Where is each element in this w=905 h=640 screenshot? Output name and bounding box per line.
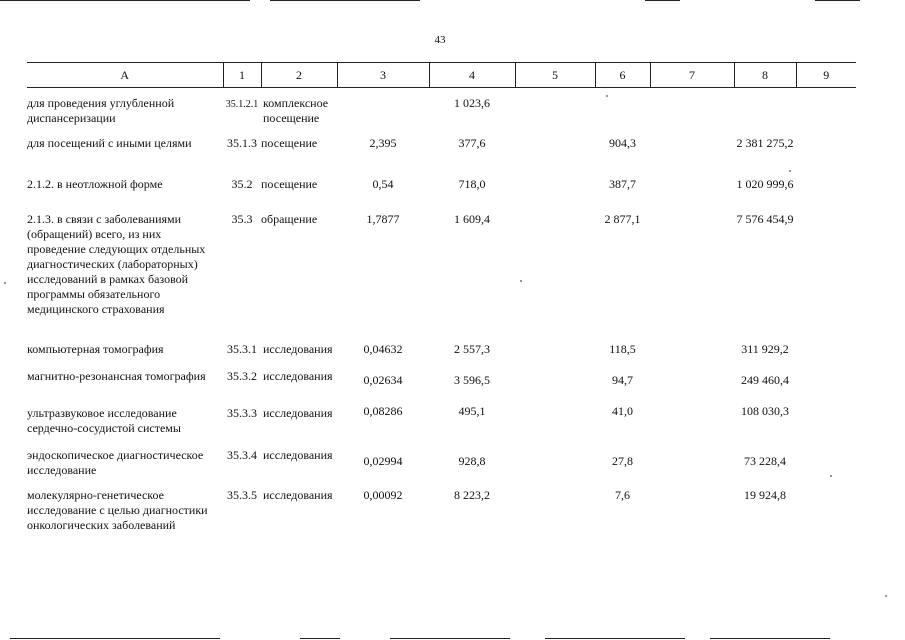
row-code: 35.3.2 bbox=[227, 368, 257, 383]
row-name: молекулярно-генетическое исследование с целью диагностики онкологических заболеваний bbox=[27, 487, 208, 532]
row-name: магнитно-резонансная томография bbox=[27, 368, 206, 383]
row-col5 bbox=[515, 365, 595, 404]
row-code: 35.1.3 bbox=[227, 135, 257, 150]
col-header-5: 5 bbox=[515, 63, 595, 88]
row-unit: исследования bbox=[263, 487, 333, 502]
row-col9 bbox=[796, 365, 856, 404]
table-row bbox=[27, 486, 856, 556]
row-col9 bbox=[796, 486, 856, 556]
row-col8: 19 924,8 bbox=[744, 487, 786, 502]
scan-edge-line bbox=[545, 638, 685, 639]
table-row bbox=[27, 205, 856, 338]
scan-edge-line bbox=[300, 638, 340, 639]
row-col3: 1,7877 bbox=[366, 211, 400, 226]
row-col6: 27,8 bbox=[612, 453, 633, 468]
row-col9 bbox=[796, 88, 856, 130]
row-col9 bbox=[796, 205, 856, 338]
row-col3: 2,395 bbox=[369, 135, 397, 150]
row-col6 bbox=[595, 88, 650, 130]
col-header-2: 2 bbox=[261, 63, 337, 88]
row-col3: 0,02994 bbox=[363, 453, 403, 468]
row-unit: обращение bbox=[261, 211, 318, 226]
row-unit: посещение bbox=[261, 176, 318, 191]
row-col4: 928,8 bbox=[458, 453, 486, 468]
row-col4: 8 223,2 bbox=[454, 487, 490, 502]
table-row bbox=[27, 88, 856, 130]
row-col6: 118,5 bbox=[609, 341, 636, 356]
row-col8: 2 381 275,2 bbox=[736, 135, 794, 150]
row-col9 bbox=[796, 404, 856, 446]
col-header-1: 1 bbox=[223, 63, 261, 88]
row-unit: исследования bbox=[263, 405, 333, 420]
scan-edge-line bbox=[270, 0, 420, 1]
row-code: 35.2 bbox=[231, 176, 253, 191]
scan-edge-line bbox=[390, 638, 510, 639]
row-col6: 387,7 bbox=[609, 176, 636, 191]
row-col7 bbox=[650, 365, 734, 404]
row-unit: посещение bbox=[261, 135, 318, 150]
row-code: 35.3.4 bbox=[227, 447, 257, 462]
row-col6: 904,3 bbox=[609, 135, 636, 150]
col-header-8: 8 bbox=[734, 63, 796, 88]
row-col5 bbox=[515, 404, 595, 446]
row-col7 bbox=[650, 88, 734, 130]
row-code: 35.3.5 bbox=[227, 487, 257, 502]
table-row bbox=[27, 338, 856, 365]
row-col6: 41,0 bbox=[612, 403, 633, 418]
row-name: для проведения углубленной диспансеризации bbox=[27, 96, 175, 125]
row-col4: 1 023,6 bbox=[454, 96, 490, 110]
row-unit: исследования bbox=[263, 447, 333, 462]
row-col7 bbox=[650, 486, 734, 556]
row-col9 bbox=[796, 171, 856, 205]
data-table bbox=[27, 62, 856, 556]
col-header-9: 9 bbox=[796, 63, 856, 88]
col-header-a: А bbox=[27, 63, 223, 88]
table-row bbox=[27, 365, 856, 404]
row-col6: 94,7 bbox=[612, 372, 633, 387]
row-col8: 311 929,2 bbox=[741, 341, 789, 356]
row-col5 bbox=[515, 205, 595, 338]
row-col5 bbox=[515, 130, 595, 171]
row-col8: 73 228,4 bbox=[744, 453, 786, 468]
row-col7 bbox=[650, 338, 734, 365]
row-name: для посещений с иными целями bbox=[27, 135, 192, 150]
row-unit: исследования bbox=[263, 341, 333, 356]
row-col3: 0,02634 bbox=[363, 372, 403, 387]
row-col7 bbox=[650, 205, 734, 338]
row-col3: 0,00092 bbox=[363, 487, 403, 502]
row-name: компьютерная томография bbox=[27, 341, 164, 356]
row-unit: исследования bbox=[263, 368, 333, 383]
row-col5 bbox=[515, 338, 595, 365]
table-row bbox=[27, 404, 856, 446]
scan-edge-line bbox=[645, 0, 680, 1]
scan-edge-line bbox=[0, 0, 250, 1]
table-row bbox=[27, 446, 856, 486]
row-col4: 718,0 bbox=[458, 176, 486, 191]
scan-edge-line bbox=[10, 638, 220, 639]
row-col7 bbox=[650, 404, 734, 446]
table-row bbox=[27, 171, 856, 205]
row-col4: 2 557,3 bbox=[454, 341, 490, 356]
row-col4: 3 596,5 bbox=[454, 372, 490, 387]
row-col6: 7,6 bbox=[615, 487, 630, 502]
row-col5 bbox=[515, 446, 595, 486]
scan-speck bbox=[885, 595, 887, 597]
row-col4: 377,6 bbox=[458, 135, 486, 150]
row-col5 bbox=[515, 486, 595, 556]
row-col9 bbox=[796, 338, 856, 365]
row-col9 bbox=[796, 446, 856, 486]
scan-speck bbox=[4, 282, 6, 284]
row-col8: 249 460,4 bbox=[741, 372, 789, 387]
scan-edge-line bbox=[815, 0, 860, 1]
col-header-6: 6 bbox=[595, 63, 650, 88]
row-col8: 7 576 454,9 bbox=[736, 211, 794, 226]
row-col9 bbox=[796, 130, 856, 171]
row-col3: 0,54 bbox=[372, 176, 394, 191]
row-col6: 2 877,1 bbox=[604, 211, 641, 226]
row-col5 bbox=[515, 88, 595, 130]
col-header-3: 3 bbox=[337, 63, 429, 88]
row-col7 bbox=[650, 130, 734, 171]
row-code: 35.3 bbox=[231, 211, 253, 226]
row-code: 35.1.2.1 bbox=[225, 99, 259, 110]
row-col4: 1 609,4 bbox=[454, 211, 490, 226]
row-name: эндоскопическое диагностическое исследование bbox=[27, 447, 204, 477]
row-col8: 1 020 999,6 bbox=[736, 176, 794, 191]
row-col7 bbox=[650, 171, 734, 205]
row-col8: 108 030,3 bbox=[741, 403, 789, 418]
row-col7 bbox=[650, 446, 734, 486]
header-row bbox=[27, 63, 856, 88]
row-name: 2.1.2. в неотложной форме bbox=[27, 176, 163, 191]
table-row bbox=[27, 130, 856, 171]
col-header-7: 7 bbox=[650, 63, 734, 88]
row-col4: 495,1 bbox=[458, 403, 486, 418]
row-unit: комплексное посещение bbox=[263, 96, 329, 125]
row-name: ультразвуковое исследование сердечно-сосудистой системы bbox=[27, 405, 181, 435]
row-col8 bbox=[734, 88, 796, 130]
scan-edge-line bbox=[710, 638, 830, 639]
row-name: 2.1.3. в связи с заболеваниями (обращений) всего, из них проведение следующих отдельных диагностических (лабораторных) исследований в рамках базовой программы обязательного медицинского страхования bbox=[27, 211, 206, 316]
row-col3: 0,08286 bbox=[363, 403, 403, 418]
row-col3: 0,04632 bbox=[363, 341, 403, 356]
col-header-4: 4 bbox=[429, 63, 515, 88]
row-col5 bbox=[515, 171, 595, 205]
page-number: 43 bbox=[434, 34, 446, 46]
row-code: 35.3.1 bbox=[227, 341, 257, 356]
row-code: 35.3.3 bbox=[227, 405, 257, 420]
row-col3 bbox=[337, 88, 429, 130]
